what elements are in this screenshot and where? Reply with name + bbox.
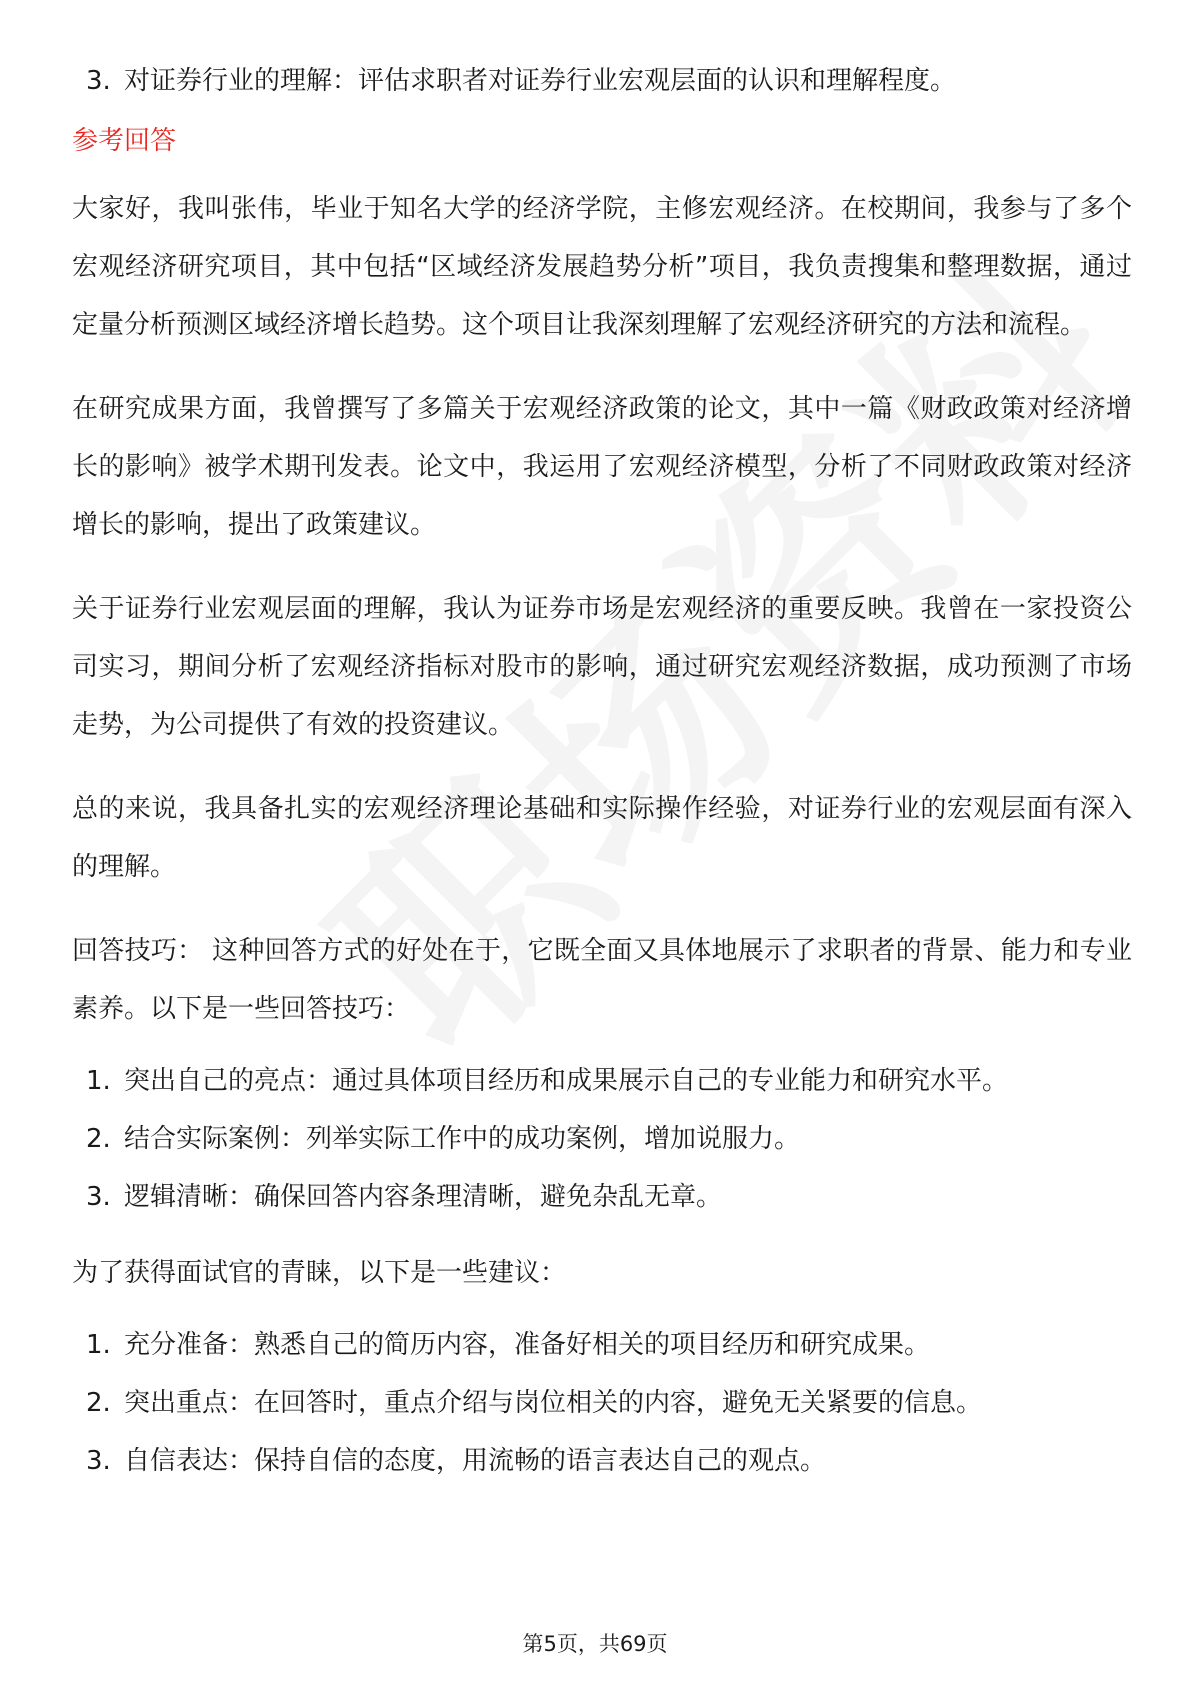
- list-item-number: 3.: [86, 1446, 111, 1476]
- list-item: [72, 1176, 1132, 1218]
- tips-intro-paragraph: 回答技巧： 这种回答方式的好处在于，它既全面又具体地展示了求职者的背景、能力和专业素养。以下是一些回答技巧：: [72, 936, 1132, 1024]
- answer-paragraph: 在研究成果方面，我曾撰写了多篇关于宏观经济政策的论文，其中一篇《财政政策对经济增长的影响》被学术期刊发表。论文中，我运用了宏观经济模型，分析了不同财政政策对经济增长的影响，提出了政策建议。: [72, 394, 1132, 540]
- list-item: [72, 1060, 1132, 1102]
- list-item: [72, 1324, 1132, 1366]
- answer-paragraph: 总的来说，我具备扎实的宏观经济理论基础和实际操作经验，对证券行业的宏观层面有深入的理解。: [72, 794, 1132, 882]
- list-item-text: 突出重点：在回答时，重点介绍与岗位相关的内容，避免无关紧要的信息。: [124, 1388, 983, 1418]
- list-item: [72, 1118, 1132, 1160]
- list-item-text: 逻辑清晰：确保回答内容条理清晰，避免杂乱无章。: [124, 1182, 723, 1212]
- advice-intro-paragraph: 为了获得面试官的青睐，以下是一些建议：: [72, 1258, 567, 1288]
- section-heading: 参考回答: [72, 126, 177, 156]
- list-item-text: 结合实际案例：列举实际工作中的成功案例，增加说服力。: [124, 1124, 801, 1154]
- list-item-text: 对证券行业的理解：评估求职者对证券行业宏观层面的认识和理解程度。: [124, 66, 957, 96]
- list-item: [72, 1382, 1132, 1424]
- list-item: [72, 1440, 1132, 1482]
- page-number-footer: 第5页，共69页: [522, 1632, 668, 1656]
- list-item-text: 自信表达：保持自信的态度，用流畅的语言表达自己的观点。: [124, 1446, 827, 1476]
- answer-paragraph: 关于证券行业宏观层面的理解，我认为证券市场是宏观经济的重要反映。我曾在一家投资公司实习，期间分析了宏观经济指标对股市的影响，通过研究宏观经济数据，成功预测了市场走势，为公司提供了有效的投资建议。: [72, 594, 1132, 740]
- answer-paragraph: 大家好，我叫张伟，毕业于知名大学的经济学院，主修宏观经济。在校期间，我参与了多个宏观经济研究项目，其中包括“区域经济发展趋势分析”项目，我负责搜集和整理数据，通过定量分析预测区域经济增长趋势。这个项目让我深刻理解了宏观经济研究的方法和流程。: [72, 194, 1132, 340]
- list-item-number: 1.: [86, 1330, 111, 1360]
- list-item-text: 突出自己的亮点：通过具体项目经历和成果展示自己的专业能力和研究水平。: [124, 1066, 1009, 1096]
- list-item-number: 2.: [86, 1388, 111, 1418]
- page-content: [72, 60, 1132, 1498]
- advice-list: [72, 1324, 1132, 1482]
- list-item-number: 3.: [86, 66, 111, 96]
- tips-list: [72, 1060, 1132, 1218]
- list-item-number: 1.: [86, 1066, 111, 1096]
- list-item-text: 充分准备：熟悉自己的简历内容，准备好相关的项目经历和研究成果。: [124, 1330, 931, 1360]
- list-item: [72, 60, 1132, 102]
- criteria-list: [72, 60, 1132, 102]
- list-item-number: 3.: [86, 1182, 111, 1212]
- list-item-number: 2.: [86, 1124, 111, 1154]
